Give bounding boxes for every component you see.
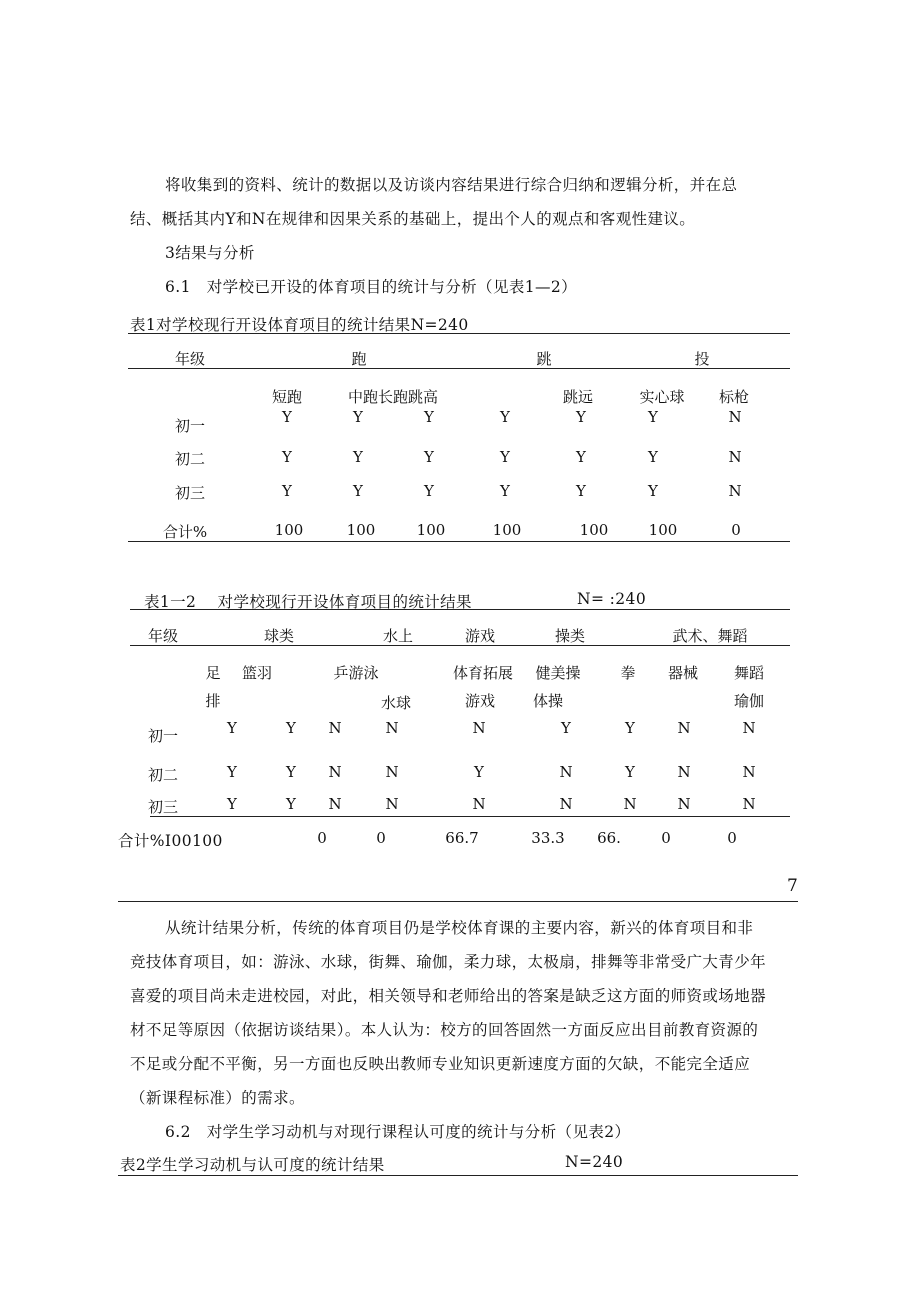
table-1-2-cell: Y (625, 719, 635, 737)
table-1-header-rule (128, 368, 790, 369)
table-1-total-cell: 100 (648, 521, 678, 539)
table-1-2-cell: N (328, 795, 342, 813)
table-1-2-total-cell: 0 (317, 829, 327, 847)
table-1-subheader-sprint: 短跑 (271, 388, 303, 406)
table-1-header-jump: 跳 (536, 350, 552, 368)
table-1-2-subheader: 篮羽 (241, 664, 273, 682)
table-1-2-subheader: 乒游泳 (333, 664, 379, 682)
table-1-2-subheader: 舞蹈 (733, 664, 765, 682)
table-1-row-label: 初一 (174, 417, 206, 435)
table-1-2-cell: N (328, 763, 342, 781)
table-1-2-cell: N (385, 719, 399, 737)
table-1-cell: Y (282, 408, 292, 426)
table-1-cell: Y (648, 482, 658, 500)
table-1-2-header-exercise: 操类 (554, 627, 586, 645)
table-1-2-row-label: 初二 (147, 766, 179, 784)
table-1-cell: Y (282, 448, 292, 466)
table-1-2-subheader: 足 (205, 664, 221, 682)
table-1-cell: N (728, 482, 742, 500)
table-1-2-cell: N (385, 763, 399, 781)
table-1-2-cell: N (742, 719, 756, 737)
table-1-2-header-water: 水上 (382, 627, 414, 645)
table-1-cell: Y (424, 482, 434, 500)
table-1-2-cell: Y (286, 763, 296, 781)
table-1-2-cell: N (472, 795, 486, 813)
table-1-total-cell: 100 (346, 521, 376, 539)
table-1-2-cell: N (385, 795, 399, 813)
table-1-header-throw: 投 (694, 350, 710, 368)
table-1-2-bottom-rule (150, 816, 790, 817)
table-1-2-subheader: 体育拓展 (452, 664, 514, 682)
table-1-row-label: 初三 (174, 484, 206, 502)
table-1-2-row-label: 初三 (147, 798, 179, 816)
table-1-total-cell: 100 (416, 521, 446, 539)
page-break-rule (118, 901, 798, 902)
table-1-2-cell: Y (227, 763, 237, 781)
table-1-2-subheader: 器械 (667, 664, 699, 682)
table-1-2-cell: N (328, 719, 342, 737)
table-1-2-total-cell: 0 (727, 829, 737, 847)
analysis-line-4: 材不足等原因（依据访谈结果）。本人认为：校方的回答固然一方面反应出目前教育资源的 (130, 1021, 759, 1039)
table-1-2-cell: N (623, 795, 637, 813)
page-number: 7 (787, 876, 798, 896)
table-1-2-subheader: 健美操 (535, 664, 581, 682)
table-1-2-header-martial-dance: 武术、舞蹈 (672, 627, 748, 645)
table-1-subheader-long-jump: 跳远 (562, 388, 594, 406)
table-1-cell: Y (576, 482, 586, 500)
table-1-2-top-rule (130, 609, 790, 610)
table-1-cell: Y (500, 408, 510, 426)
table-1-cell: Y (648, 448, 658, 466)
table-1-cell: Y (576, 408, 586, 426)
table-1-row-label: 初二 (174, 450, 206, 468)
table-1-2-cell: Y (227, 719, 237, 737)
intro-line-1: 将收集到的资料、统计的数据以及访谈内容结果进行综合归纳和逻辑分析，并在总 (165, 176, 738, 194)
table-1-2-total-label: 合计%I00100 (118, 832, 223, 850)
table-1-cell: Y (500, 448, 510, 466)
table-1-2-cell: N (742, 795, 756, 813)
table-1-cell: Y (500, 482, 510, 500)
table-1-2-subheader: 体操 (532, 692, 564, 710)
table-1-total-cell: 0 (731, 521, 741, 539)
table-1-cell: Y (353, 448, 363, 466)
table-1-cell: Y (282, 482, 292, 500)
table-2-caption: 表2学生学习动机与认可度的统计结果 (120, 1156, 385, 1174)
table-1-2-total-cell: 66.7 (445, 829, 479, 847)
table-1-2-cell: N (559, 763, 573, 781)
table-1-cell: Y (648, 408, 658, 426)
table-1-2-cell: Y (227, 795, 237, 813)
table-1-2-cell: N (472, 719, 486, 737)
table-1-2-cell: N (742, 763, 756, 781)
analysis-line-6: （新课程标准）的需求。 (130, 1089, 305, 1107)
table-1-2-subheader: 排 (205, 692, 221, 710)
table-1-2-cell: N (677, 795, 691, 813)
table-1-cell: Y (424, 448, 434, 466)
table-1-cell: N (728, 408, 742, 426)
table-1-top-rule (128, 333, 790, 334)
table-2-n-label: N=240 (565, 1153, 624, 1171)
table-1-subheader-medicine-ball: 实心球 (639, 388, 685, 406)
table-2-top-rule (118, 1175, 798, 1176)
table-1-2-total-cell: 66. (597, 829, 621, 847)
table-1-2-cell: Y (286, 795, 296, 813)
table-1-cell: N (728, 448, 742, 466)
table-1-2-cell: Y (561, 719, 571, 737)
subsection-6-2-heading: 6.2 对学生学习动机与对现行课程认可度的统计与分析（见表2） (165, 1123, 631, 1141)
section-3-heading: 3结果与分析 (165, 244, 255, 262)
table-1-subheader-javelin: 标枪 (718, 388, 750, 406)
table-1-cell: Y (353, 408, 363, 426)
table-1-2-caption: 表1一2 对学校现行开设体育项目的统计结果 (144, 593, 472, 611)
table-1-2-header-grade: 年级 (147, 627, 179, 645)
table-1-bottom-rule (128, 541, 790, 542)
table-1-2-cell: N (559, 795, 573, 813)
table-1-2-header-ball: 球类 (263, 627, 295, 645)
table-1-2-total-cell: 0 (376, 829, 386, 847)
analysis-line-5: 不足或分配不平衡，另一方面也反映出教师专业知识更新速度方面的欠缺，不能完全适应 (130, 1055, 751, 1073)
analysis-line-1: 从统计结果分析，传统的体育项目仍是学校体育课的主要内容，新兴的体育项目和非 (165, 919, 754, 937)
table-1-2-cell: N (677, 763, 691, 781)
table-1-total-cell: 100 (579, 521, 609, 539)
table-1-2-header-rule (130, 645, 790, 646)
table-1-2-total-cell: 33.3 (531, 829, 565, 847)
subsection-6-1-heading: 6.1 对学校已开设的体育项目的统计与分析（见表1—2） (165, 278, 578, 296)
table-1-header-grade: 年级 (174, 350, 206, 368)
table-1-caption: 表1对学校现行开设体育项目的统计结果N=240 (130, 316, 469, 334)
table-1-cell: Y (424, 408, 434, 426)
analysis-line-3: 喜爱的项目尚未走进校园，对此，相关领导和老师给出的答案是缺乏这方面的师资或场地器 (130, 987, 767, 1005)
table-1-2-subheader: 游戏 (464, 692, 496, 710)
table-1-subheader-mid-long-high: 中跑长跑跳高 (347, 388, 439, 406)
table-1-2-cell: N (677, 719, 691, 737)
table-1-2-cell: Y (286, 719, 296, 737)
analysis-line-2: 竞技体育项目，如：游泳、水球，街舞、瑜伽，柔力球，太极扇，排舞等非常受广大青少年 (130, 953, 767, 971)
table-1-2-subheader: 拳 (620, 664, 636, 682)
table-1-2-cell: Y (474, 763, 484, 781)
table-1-2-subheader: 瑜伽 (733, 692, 765, 710)
table-1-total-cell: 100 (274, 521, 304, 539)
table-1-2-row-label: 初一 (147, 727, 179, 745)
table-1-total-label: 合计% (162, 523, 208, 541)
table-1-cell: Y (353, 482, 363, 500)
table-1-2-cell: Y (625, 763, 635, 781)
table-1-2-total-cell: 0 (661, 829, 671, 847)
intro-line-2: 结、概括其内Y和N在规律和因果关系的基础上，提出个人的观点和客观性建议。 (130, 210, 696, 228)
table-1-2-subheader: 水球 (380, 694, 412, 712)
table-1-header-run: 跑 (351, 350, 367, 368)
table-1-2-n-label: N= :240 (577, 590, 647, 608)
table-1-cell: Y (576, 448, 586, 466)
table-1-total-cell: 100 (492, 521, 522, 539)
table-1-2-header-games: 游戏 (464, 627, 496, 645)
